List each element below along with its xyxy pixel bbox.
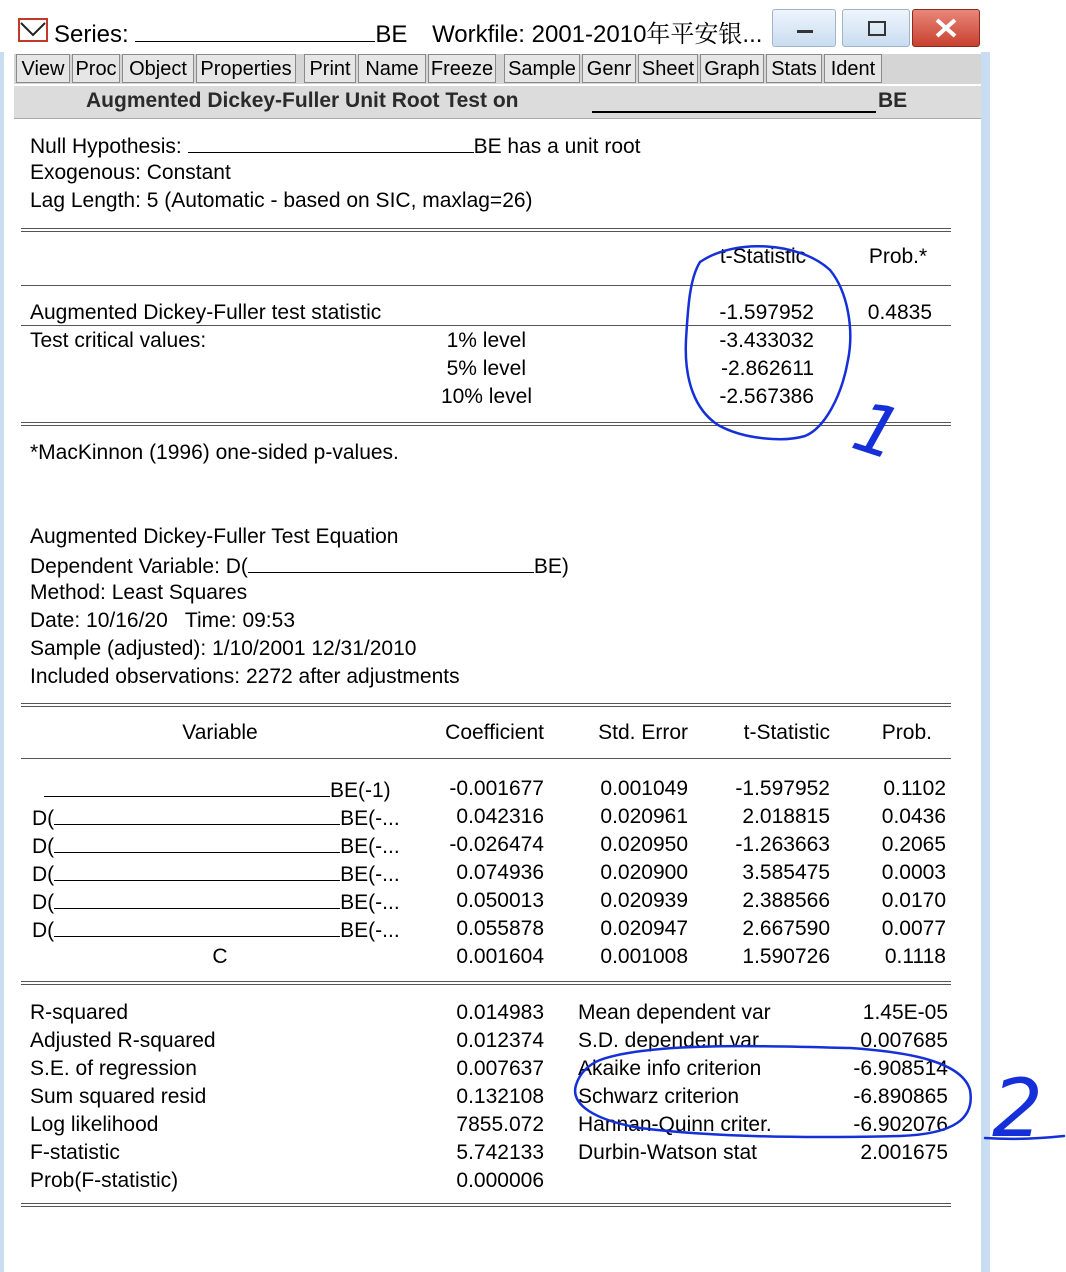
minimize-icon	[797, 30, 813, 33]
exogenous-line: Exogenous: Constant	[30, 161, 231, 184]
coef-cell: 0.055878	[456, 917, 544, 940]
dependent-variable	[30, 552, 569, 580]
adf-stat-value: -1.597952	[719, 301, 814, 324]
prob-cell: 0.1102	[883, 777, 946, 800]
variable-prefix: D(	[32, 863, 55, 886]
se-cell: 0.020947	[600, 917, 688, 940]
sheet-button[interactable]: Sheet	[638, 54, 698, 83]
stat-value: -6.902076	[853, 1113, 948, 1136]
t-cell: 1.590726	[742, 945, 830, 968]
t-cell: -1.597952	[735, 777, 830, 800]
stat-value: 0.007637	[456, 1057, 544, 1080]
stat-value: -6.890865	[853, 1085, 948, 1108]
t-cell: 3.585475	[742, 861, 830, 884]
null-hyp-label: Null Hypothesis:	[30, 135, 182, 158]
t-cell: 2.388566	[742, 889, 830, 912]
graph-button[interactable]: Graph	[700, 54, 764, 83]
se-cell: 0.020961	[600, 805, 688, 828]
stat-label: F-statistic	[30, 1141, 120, 1164]
divider	[21, 1203, 951, 1207]
window-right-border	[981, 0, 990, 1272]
dep-suffix: BE)	[533, 555, 569, 578]
divider	[21, 228, 951, 232]
workfile-label: Workfile: 2001-2010年平安银...	[432, 21, 763, 48]
stat-label: Adjusted R-squared	[30, 1029, 216, 1052]
null-hypothesis	[30, 132, 641, 160]
stat-value: 0.007685	[860, 1029, 948, 1052]
prob-cell: 0.2065	[881, 833, 946, 856]
variable-suffix: BE(-...	[340, 891, 400, 914]
coef-cell: 0.050013	[456, 889, 544, 912]
proc-button[interactable]: Proc	[72, 54, 120, 83]
freeze-button[interactable]: Freeze	[428, 54, 496, 83]
stat-label: Log likelihood	[30, 1113, 159, 1136]
coef-cell: 0.074936	[456, 861, 544, 884]
observations-line: Included observations: 2272 after adjustments	[30, 665, 460, 688]
variable-name	[32, 804, 400, 832]
date-line: Date: 10/16/20 Time: 09:53	[30, 609, 296, 632]
variable-prefix: D(	[32, 891, 55, 914]
title-prefix: Series:	[54, 21, 129, 48]
redacted-series-name	[54, 832, 340, 853]
prob-cell: 0.0436	[881, 805, 946, 828]
coef-cell: 0.001604	[456, 945, 544, 968]
window-title	[54, 14, 762, 49]
redacted-series-name	[54, 888, 340, 909]
variable-name	[32, 916, 400, 944]
output-heading	[14, 86, 981, 119]
lag-length-line: Lag Length: 5 (Automatic - based on SIC, maxlag=26)	[30, 189, 533, 212]
stat-label: Akaike info criterion	[578, 1057, 762, 1080]
crit-values-label: Test critical values:	[30, 329, 207, 352]
t-cell: -1.263663	[735, 833, 830, 856]
crit-level-label: 5% level	[446, 357, 526, 380]
stat-label: S.E. of regression	[30, 1057, 197, 1080]
view-button[interactable]: View	[16, 54, 70, 83]
coef-cell: 0.042316	[456, 805, 544, 828]
col-header-std-error: Std. Error	[598, 721, 688, 744]
se-cell: 0.001049	[600, 777, 688, 800]
heading-text: Augmented Dickey-Fuller Unit Root Test on	[86, 89, 519, 112]
redacted-series-name	[44, 776, 330, 797]
stat-label: Mean dependent var	[578, 1001, 771, 1024]
prob-cell: 0.0170	[881, 889, 946, 912]
redacted-series-name	[135, 21, 375, 42]
equation-title: Augmented Dickey-Fuller Test Equation	[30, 525, 399, 548]
redacted-series-name	[54, 804, 340, 825]
series-app-icon	[18, 18, 48, 42]
print-button[interactable]: Print	[304, 54, 356, 83]
stat-label: S.D. dependent var	[578, 1029, 759, 1052]
col-header-prob: Prob.	[881, 721, 932, 744]
prob-cell: 0.0077	[881, 917, 946, 940]
properties-button[interactable]: Properties	[196, 54, 296, 83]
name-button[interactable]: Name	[358, 54, 426, 83]
stat-value: 0.132108	[456, 1085, 544, 1108]
variable-prefix: D(	[32, 919, 55, 942]
stats-button[interactable]: Stats	[766, 54, 822, 83]
se-cell: 0.020900	[600, 861, 688, 884]
variable-name	[32, 860, 400, 888]
variable-name	[32, 888, 400, 916]
coef-cell: -0.026474	[449, 833, 544, 856]
col-header-coefficient: Coefficient	[445, 721, 544, 744]
genr-button[interactable]: Genr	[582, 54, 636, 83]
variable-suffix: BE(-...	[340, 863, 400, 886]
stat-label: Schwarz criterion	[578, 1085, 740, 1108]
prob-cell: 0.0003	[881, 861, 946, 884]
stat-value: 5.742133	[456, 1141, 544, 1164]
stat-value: 7855.072	[456, 1113, 544, 1136]
mackinnon-footnote: *MacKinnon (1996) one-sided p-values.	[30, 441, 399, 464]
col-header-tstat: t-Statistic	[719, 245, 807, 268]
ident-button[interactable]: Ident	[824, 54, 882, 83]
stat-value: 0.012374	[456, 1029, 544, 1052]
sample-line: Sample (adjusted): 1/10/2001 12/31/2010	[30, 637, 417, 660]
stat-label: Prob(F-statistic)	[30, 1169, 179, 1192]
se-cell: 0.020939	[600, 889, 688, 912]
stat-value: -6.908514	[853, 1057, 948, 1080]
maximize-button[interactable]	[842, 9, 910, 47]
variable-suffix: BE(-...	[340, 807, 400, 830]
redacted-series-name	[54, 860, 340, 881]
stat-value: 1.45E-05	[862, 1001, 948, 1024]
adf-stat-label: Augmented Dickey-Fuller test statistic	[30, 301, 382, 324]
heading-suffix: BE	[878, 89, 908, 112]
minimize-button[interactable]	[772, 9, 836, 47]
se-cell: 0.020950	[600, 833, 688, 856]
coef-cell: -0.001677	[449, 777, 544, 800]
variable-suffix: BE(-...	[340, 835, 400, 858]
annotation-mark-1: 1	[843, 384, 912, 477]
divider	[21, 285, 951, 286]
annotation-mark-2: 2	[992, 1062, 1043, 1155]
crit-level-value: -2.862611	[720, 357, 814, 380]
annotation-underline-2	[985, 1136, 1064, 1139]
divider	[21, 703, 951, 707]
variable-name	[32, 832, 400, 860]
object-button[interactable]: Object	[122, 54, 194, 83]
method-line: Method: Least Squares	[30, 581, 248, 604]
col-header-tstat: t-Statistic	[743, 721, 830, 744]
dep-prefix: Dependent Variable: D(	[30, 555, 248, 578]
crit-level-label: 1% level	[446, 329, 526, 352]
se-cell: 0.001008	[600, 945, 688, 968]
t-cell: 2.667590	[742, 917, 830, 940]
prob-cell: 0.1118	[884, 945, 946, 968]
col-header-prob: Prob.*	[868, 245, 928, 268]
toolbar	[14, 54, 981, 84]
t-cell: 2.018815	[742, 805, 830, 828]
stat-label: Sum squared resid	[30, 1085, 207, 1108]
close-icon	[913, 10, 979, 46]
close-button[interactable]	[912, 9, 980, 47]
divider	[21, 758, 951, 759]
sample-button[interactable]: Sample	[504, 54, 580, 83]
null-hyp-text: BE has a unit root	[473, 135, 641, 158]
variable-name: C	[212, 945, 228, 968]
redacted-series-name	[592, 89, 876, 113]
variable-suffix: BE(-...	[340, 919, 400, 942]
stat-value: 2.001675	[860, 1141, 948, 1164]
divider	[21, 422, 951, 426]
stat-label: Durbin-Watson stat	[578, 1141, 757, 1164]
redacted-series-name	[188, 132, 474, 153]
col-header-variable: Variable	[182, 721, 258, 744]
title-bar[interactable]	[0, 0, 990, 52]
maximize-icon	[868, 21, 886, 36]
redacted-series-name	[54, 916, 340, 937]
stat-value: 0.000006	[456, 1169, 544, 1192]
crit-level-value: -3.433032	[719, 329, 814, 352]
stat-label: Hannan-Quinn criter.	[578, 1113, 772, 1136]
variable-prefix: D(	[32, 835, 55, 858]
variable-prefix: D(	[32, 807, 55, 830]
title-suffix: BE	[375, 21, 408, 48]
window-left-border	[0, 0, 4, 1272]
variable-suffix: BE(-1)	[330, 779, 391, 802]
stat-label: R-squared	[30, 1001, 129, 1024]
divider	[21, 981, 951, 985]
adf-stat-prob: 0.4835	[867, 301, 932, 324]
variable-name	[44, 776, 391, 804]
divider	[21, 325, 951, 326]
redacted-series-name	[248, 552, 534, 573]
crit-level-label: 10% level	[440, 385, 532, 408]
crit-level-value: -2.567386	[719, 385, 814, 408]
stat-value: 0.014983	[456, 1001, 544, 1024]
